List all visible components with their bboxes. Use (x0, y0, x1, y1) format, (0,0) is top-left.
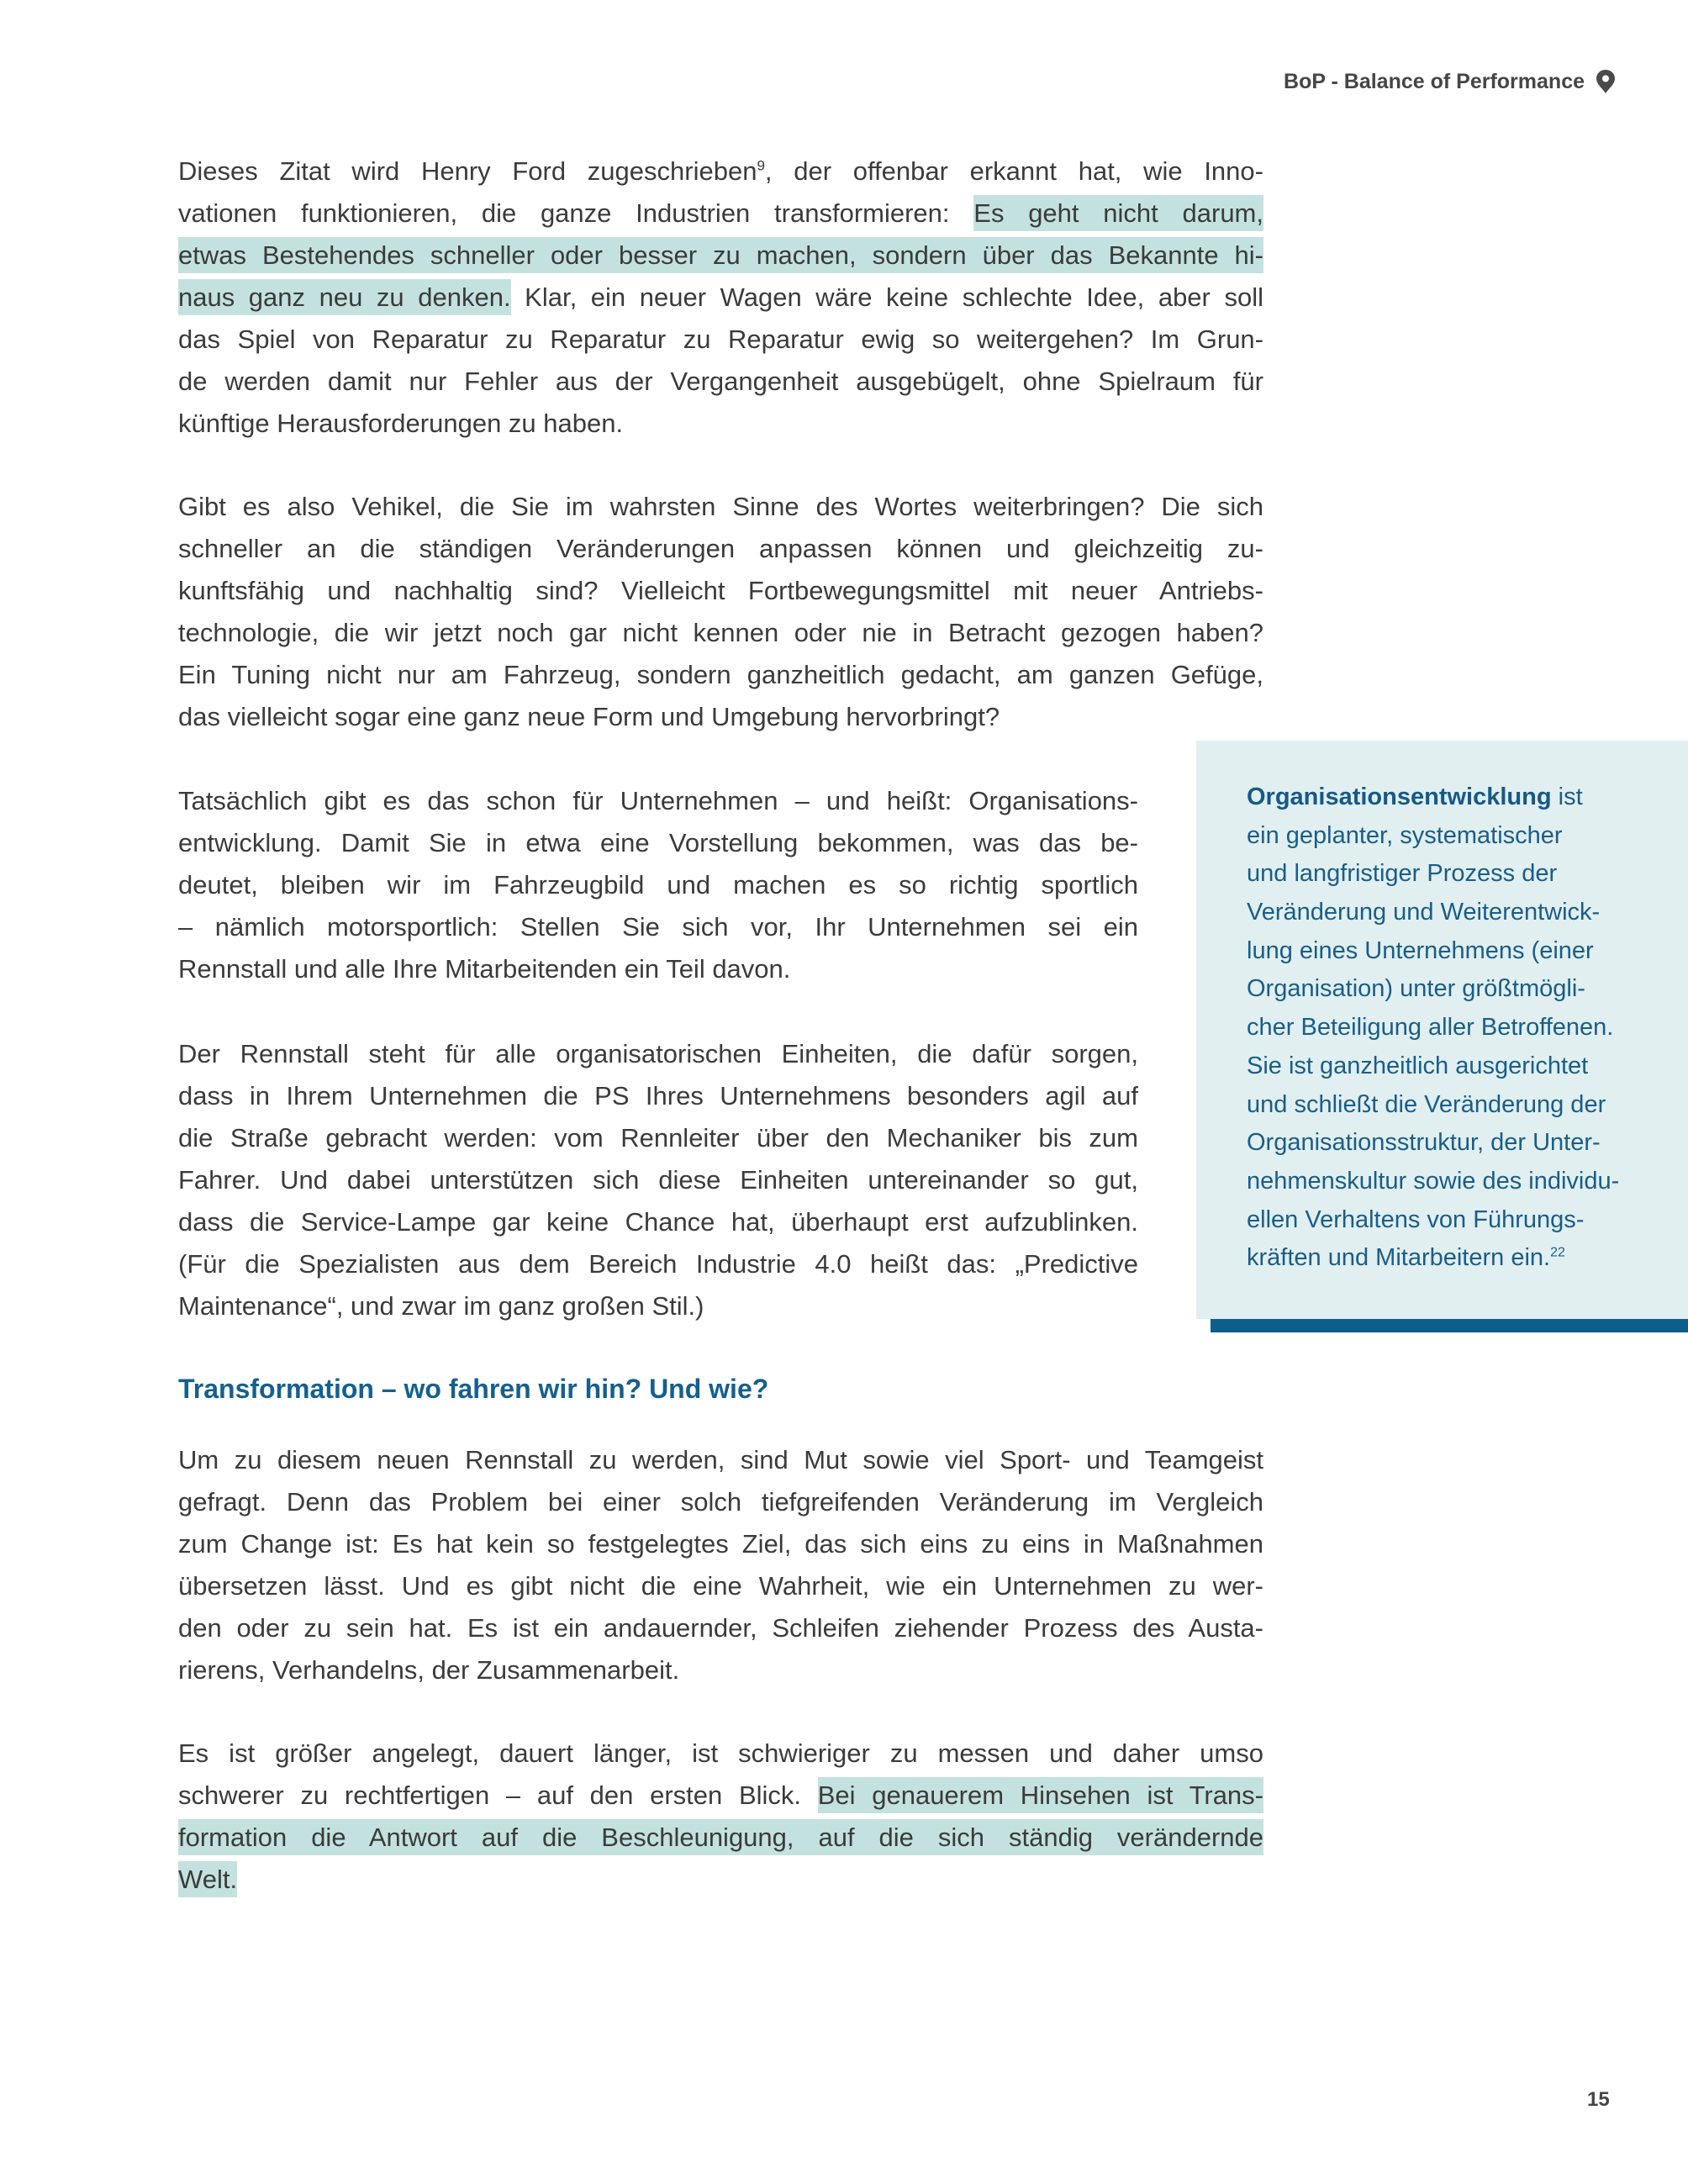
text-line (178, 1649, 1263, 1691)
footnote-ref: 22 (1550, 1245, 1565, 1260)
text-segment: das Spiel von Reparatur zu Reparatur zu Reparatur ewig so weitergehen? Im Grun- (178, 324, 1263, 354)
definition-line: lung eines Unternehmens (einer (1247, 936, 1594, 964)
text-line (178, 277, 1263, 319)
paragraph-4 (178, 1033, 1138, 1327)
text-segment: zum Change ist: Es hat kein so festgelegtes Ziel, das sich eins zu eins in Maßnahmen (178, 1529, 1263, 1559)
definition-line: und langfristiger Prozess der (1247, 860, 1558, 888)
text-segment: die Straße gebracht werden: vom Rennleiter über den Mechaniker bis zum (178, 1123, 1138, 1153)
definition-line: nehmenskultur sowie des individu- (1247, 1167, 1620, 1195)
map-pin-icon (1595, 69, 1617, 94)
text-line (178, 570, 1263, 612)
text-line (178, 780, 1138, 822)
text-line (178, 1859, 1263, 1901)
definition-line: ellen Verhaltens von Führungs- (1247, 1205, 1585, 1233)
paragraph-6 (178, 1733, 1263, 1901)
text-line (178, 1033, 1138, 1075)
text-line (178, 1439, 1263, 1481)
text-line (178, 1523, 1263, 1565)
text-line (178, 696, 1263, 738)
text-segment: , der offenbar erkannt hat, wie Inno- (764, 156, 1263, 186)
section-heading: Transformation – wo fahren wir hin? Und wie? (178, 1374, 769, 1404)
text-line (178, 822, 1138, 864)
running-header-title: BoP - Balance of Performance (1284, 69, 1585, 93)
running-header (1284, 69, 1617, 94)
definition-line: Organisationsentwicklung ist (1247, 783, 1583, 810)
text-line (178, 1775, 1263, 1817)
definition-line: Sie ist ganzheitlich ausgerichtet (1247, 1052, 1589, 1079)
text-segment: de werden damit nur Fehler aus der Vergangenheit ausgebügelt, ohne Spielraum für (178, 367, 1263, 396)
highlighted-text: Welt. (178, 1861, 237, 1897)
text-segment: technologie, die wir jetzt noch gar nicht kennen oder nie in Betracht gezogen haben? (178, 618, 1263, 647)
text-segment: Dieses Zitat wird Henry Ford zugeschrieben (178, 156, 757, 186)
text-segment: Um zu diesem neuen Rennstall zu werden, sind Mut sowie viel Sport- und Teamgeist (178, 1445, 1263, 1474)
text-line (178, 1607, 1263, 1649)
text-line (178, 1565, 1263, 1607)
highlighted-text: Bei genauerem Hinsehen ist Trans- (818, 1777, 1263, 1813)
definition-line: cher Beteiligung aller Betroffenen. (1247, 1014, 1614, 1042)
text-segment: deutet, bleiben wir im Fahrzeugbild und machen es so richtig sportlich (178, 870, 1138, 899)
text-segment: Rennstall und alle Ihre Mitarbeitenden ein Teil davon. (178, 954, 791, 984)
definition-line: ein geplanter, systematischer (1247, 821, 1563, 849)
text-segment: Tatsächlich gibt es das schon für Unternehmen – und heißt: Organisations- (178, 786, 1138, 815)
text-segment: Gibt es also Vehikel, die Sie im wahrsten Sinne des Wortes weiterbringen? Die sich (178, 492, 1263, 521)
text-segment: künftige Herausforderungen zu haben. (178, 409, 624, 438)
definition-line: Veränderung und Weiterentwick- (1247, 899, 1601, 926)
definition-box-accent-bar (1211, 1319, 1688, 1332)
highlighted-text: etwas Bestehendes schneller oder besser zu machen, sondern über das Bekannte hi- (178, 237, 1263, 273)
text-line (178, 1243, 1138, 1285)
paragraph-2 (178, 486, 1263, 738)
paragraph-1 (178, 150, 1263, 445)
text-segment: übersetzen lässt. Und es gibt nicht die eine Wahrheit, wie ein Unternehmen zu wer- (178, 1571, 1263, 1601)
text-line (178, 1285, 1138, 1327)
text-line (178, 1733, 1263, 1775)
text-line (178, 361, 1263, 403)
text-line (178, 193, 1263, 235)
text-segment: entwicklung. Damit Sie in etwa eine Vorstellung bekommen, was das be- (178, 828, 1138, 857)
text-line (178, 612, 1263, 654)
text-segment: (Für die Spezialisten aus dem Bereich Industrie 4.0 heißt das: „Predictive (178, 1249, 1138, 1279)
paragraph-3 (178, 780, 1138, 990)
text-line (178, 1481, 1263, 1523)
paragraph-5 (178, 1439, 1263, 1691)
text-segment: das vielleicht sogar eine ganz neue Form und Umgebung hervorbringt? (178, 702, 1000, 731)
text-line (178, 1201, 1138, 1243)
text-segment: kunftsfähig und nachhaltig sind? Vielleicht Fortbewegungsmittel mit neuer Antriebs- (178, 576, 1263, 605)
definition-line: kräften und Mitarbeitern ein.$^{22}$ (1247, 1244, 1565, 1272)
text-line (178, 319, 1263, 361)
text-segment: rierens, Verhandelns, der Zusammenarbeit. (178, 1655, 680, 1685)
text-line (178, 948, 1138, 990)
text-segment: – nämlich motorsportlich: Stellen Sie sich vor, Ihr Unternehmen sei ein (178, 912, 1138, 942)
text-segment: dass die Service-Lampe gar keine Chance hat, überhaupt erst aufzublinken. (178, 1207, 1138, 1237)
definition-term: Organisationsentwicklung (1247, 783, 1552, 810)
highlighted-text: naus ganz neu zu denken. (178, 279, 511, 315)
text-line (178, 1817, 1263, 1859)
page-number: 15 (1587, 2088, 1610, 2111)
text-segment: den oder zu sein hat. Es ist ein andauernder, Schleifen ziehender Prozess des Austa- (178, 1613, 1263, 1643)
text-line (178, 654, 1263, 696)
definition-line: Organisationsstruktur, der Unter- (1247, 1129, 1601, 1157)
definition-text (1247, 778, 1619, 1278)
text-segment: dass in Ihrem Unternehmen die PS Ihres Unternehmens besonders agil auf (178, 1081, 1138, 1110)
highlighted-text: formation die Antwort auf die Beschleunigung, auf die sich ständig verändernde (178, 1819, 1263, 1855)
definition-line: und schließt die Veränderung der (1247, 1090, 1606, 1118)
text-line (178, 1075, 1138, 1117)
text-segment: Klar, ein neuer Wagen wäre keine schlechte Idee, aber soll (510, 282, 1263, 312)
text-line (178, 864, 1138, 906)
text-segment: Maintenance“, und zwar im ganz großen Stil.) (178, 1291, 704, 1321)
text-segment: gefragt. Denn das Problem bei einer solch tiefgreifenden Veränderung im Vergleich (178, 1487, 1263, 1517)
text-segment: schwerer zu rechtfertigen – auf den ersten Blick. (178, 1780, 818, 1810)
text-line (178, 528, 1263, 570)
text-line (178, 403, 1263, 445)
text-segment: schneller an die ständigen Veränderungen anpassen können und gleichzeitig zu- (178, 534, 1263, 563)
text-line (178, 1159, 1138, 1201)
text-line (178, 150, 1263, 193)
text-segment: Fahrer. Und dabei unterstützen sich diese Einheiten untereinander so gut, (178, 1165, 1138, 1195)
text-line (178, 1117, 1138, 1159)
definition-line: Organisation) unter größtmögli- (1247, 975, 1585, 1003)
text-segment: Der Rennstall steht für alle organisatorischen Einheiten, die dafür sorgen, (178, 1039, 1138, 1068)
highlighted-text: Es geht nicht darum, (973, 195, 1263, 231)
text-line (178, 235, 1263, 277)
text-segment: Es ist größer angelegt, dauert länger, ist schwieriger zu messen und daher umso (178, 1738, 1263, 1768)
footnote-ref: 9 (757, 157, 765, 174)
text-line (178, 906, 1138, 948)
text-segment: vationen funktionieren, die ganze Industrien transformieren: (178, 198, 974, 228)
text-segment: Ein Tuning nicht nur am Fahrzeug, sondern ganzheitlich gedacht, am ganzen Gefüge, (178, 660, 1263, 689)
text-line (178, 486, 1263, 528)
